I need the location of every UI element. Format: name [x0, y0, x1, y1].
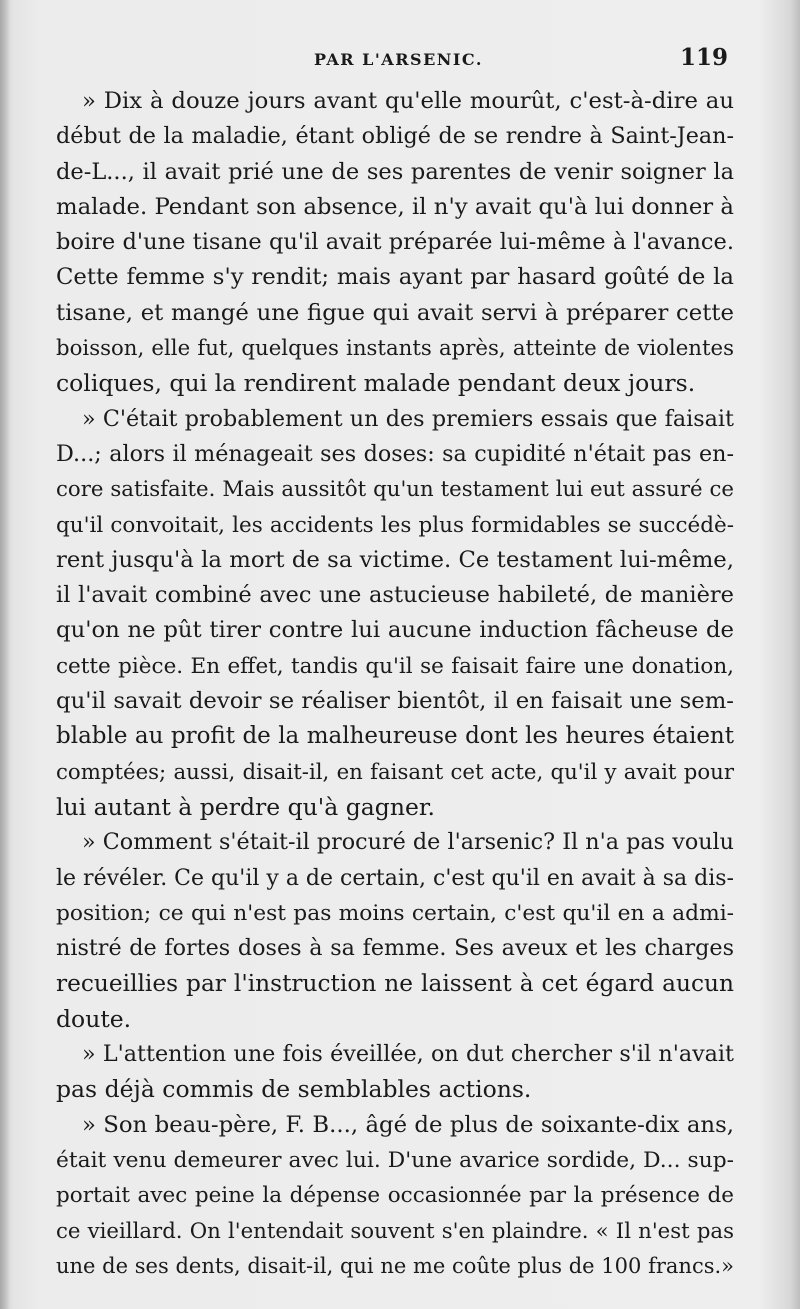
text-line: » L'attention une fois éveillée, on dut chercher s'il n'avait	[82, 1041, 734, 1068]
text-line: Cette femme s'y rendit; mais ayant par hasard goûté de la	[56, 264, 734, 291]
text-line: qu'il convoitait, les accidents les plus formidables se succédè-	[56, 512, 734, 538]
text-line: doute.	[56, 1004, 132, 1033]
text-line: comptées; aussi, disait-il, en faisant cet acte, qu'il y avait pour	[56, 759, 734, 785]
text-line: » C'était probablement un des premiers essais que faisait	[82, 405, 734, 432]
text-line: le révéler. Ce qu'il y a de certain, c'est qu'il en avait à sa dis-	[56, 865, 734, 891]
text-line: nistré de fortes doses à sa femme. Ses aveux et les charges	[56, 935, 734, 962]
text-line: » Dix à douze jours avant qu'elle mourût, c'est-à-dire au	[82, 88, 734, 114]
running-head	[60, 44, 740, 78]
text-line: début de la maladie, étant obligé de se rendre à Saint-Jean-	[56, 123, 734, 150]
text-line: coliques, qui la rendirent malade pendant deux jours.	[56, 369, 696, 398]
text-line: une de ses dents, disait-il, qui ne me coûte plus de 100 francs.»	[56, 1253, 734, 1278]
text-line: malade. Pendant son absence, il n'y avait qu'à lui donner à	[56, 193, 734, 220]
text-line: » Son beau-père, F. B..., âgé de plus de soixante-dix ans,	[82, 1111, 734, 1138]
text-line: lui autant à perdre qu'à gagner.	[56, 792, 435, 821]
page-gutter-shadow	[0, 0, 10, 1309]
text-line: pas déjà commis de semblables actions.	[56, 1075, 532, 1104]
page-number: 119	[679, 44, 728, 71]
text-line: blable au profit de la malheureuse dont les heures étaient	[56, 723, 734, 750]
text-line: position; ce qui n'est pas moins certain, c'est qu'il en a admi-	[56, 900, 734, 926]
running-title: PAR L'ARSENIC.	[314, 50, 483, 69]
text-line: » Comment s'était-il procuré de l'arsenic? Il n'a pas voulu	[82, 829, 734, 856]
text-line: ce vieillard. On l'entendait souvent s'en plaindre. « Il n'est pas	[56, 1218, 734, 1244]
text-line: qu'on ne pût tirer contre lui aucune induction fâcheuse de	[56, 617, 734, 644]
text-line: cette pièce. En effet, tandis qu'il se faisait faire une donation,	[56, 653, 734, 679]
body-text	[56, 84, 734, 1284]
text-line: tisane, et mangé une figue qui avait servi à préparer cette	[56, 299, 734, 326]
text-line: portait avec peine la dépense occasionnée par la présence de	[56, 1183, 734, 1209]
text-line: il l'avait combiné avec une astucieuse habileté, de manière	[56, 582, 734, 609]
text-line: boisson, elle fut, quelques instants après, atteinte de violentes	[56, 336, 734, 362]
text-line: boire d'une tisane qu'il avait préparée lui-même à l'avance.	[56, 229, 734, 256]
text-line: recueillies par l'instruction ne laissent à cet égard aucun	[56, 970, 734, 998]
text-line: D...; alors il ménageait ses doses: sa cupidité n'était pas en-	[56, 440, 734, 467]
text-line: rent jusqu'à la mort de sa victime. Ce testament lui-même,	[56, 546, 734, 573]
text-line: était venu demeurer avec lui. D'une avarice sordide, D... sup-	[56, 1147, 734, 1173]
text-line: core satisfaite. Mais aussitôt qu'un testament lui eut assuré ce	[56, 477, 734, 503]
text-line: qu'il savait devoir se réaliser bientôt, il en faisait une sem-	[56, 688, 734, 715]
text-line: de-L..., il avait prié une de ses parentes de venir soigner la	[56, 158, 734, 185]
